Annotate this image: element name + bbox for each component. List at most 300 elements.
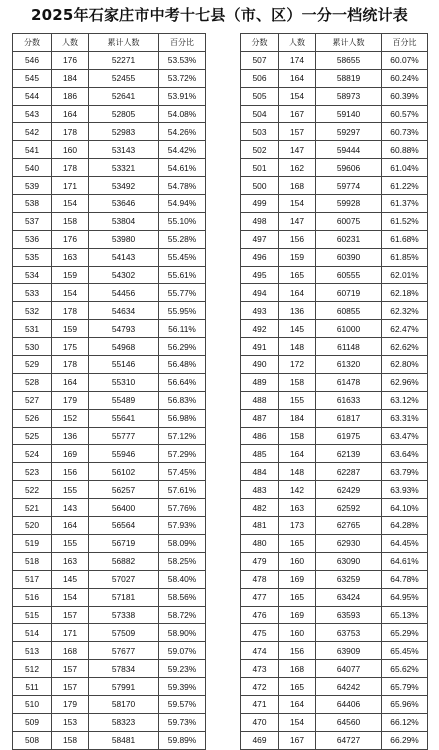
cell-score: 483 <box>241 481 279 499</box>
cell-score: 495 <box>241 266 279 284</box>
cell-score: 496 <box>241 248 279 266</box>
cell-percent: 58.09% <box>159 534 206 552</box>
cell-cumulative: 52271 <box>89 51 159 69</box>
cell-score: 532 <box>13 302 52 320</box>
cell-cumulative: 64077 <box>316 660 382 678</box>
cell-cumulative: 57027 <box>89 570 159 588</box>
cell-score: 474 <box>241 642 279 660</box>
cell-score: 517 <box>13 570 52 588</box>
cell-score: 543 <box>13 105 52 123</box>
cell-count: 164 <box>52 517 89 535</box>
cell-percent: 58.90% <box>159 624 206 642</box>
cell-score: 488 <box>241 391 279 409</box>
cell-score: 507 <box>241 51 279 69</box>
table-row <box>241 105 428 123</box>
table-row <box>13 51 206 69</box>
table-row <box>13 463 206 481</box>
cell-count: 168 <box>279 660 316 678</box>
table-row <box>241 159 428 177</box>
cell-count: 156 <box>279 230 316 248</box>
cell-score: 478 <box>241 570 279 588</box>
cell-cumulative: 55310 <box>89 373 159 391</box>
cell-score: 513 <box>13 642 52 660</box>
cell-count: 184 <box>52 69 89 87</box>
table-row <box>13 87 206 105</box>
table-row <box>13 606 206 624</box>
table-row <box>241 320 428 338</box>
table-row <box>241 552 428 570</box>
table-header-row <box>241 34 428 52</box>
cell-percent: 56.29% <box>159 338 206 356</box>
cell-percent: 55.45% <box>159 248 206 266</box>
cell-count: 154 <box>279 87 316 105</box>
cell-percent: 63.79% <box>382 463 428 481</box>
cell-score: 491 <box>241 338 279 356</box>
cell-count: 142 <box>279 481 316 499</box>
cell-cumulative: 57509 <box>89 624 159 642</box>
table-row <box>13 230 206 248</box>
cell-percent: 59.23% <box>159 660 206 678</box>
cell-score: 492 <box>241 320 279 338</box>
cell-count: 163 <box>52 248 89 266</box>
cell-percent: 64.95% <box>382 588 428 606</box>
cell-count: 178 <box>52 356 89 374</box>
cell-count: 169 <box>52 445 89 463</box>
cell-cumulative: 55946 <box>89 445 159 463</box>
cell-cumulative: 59140 <box>316 105 382 123</box>
table-row <box>13 159 206 177</box>
cell-score: 523 <box>13 463 52 481</box>
table-row <box>241 481 428 499</box>
table-header-row <box>13 34 206 52</box>
cell-count: 179 <box>52 695 89 713</box>
cell-score: 489 <box>241 373 279 391</box>
cell-count: 164 <box>52 373 89 391</box>
score-table-right <box>240 33 428 750</box>
cell-percent: 63.12% <box>382 391 428 409</box>
cell-count: 186 <box>52 87 89 105</box>
cell-count: 164 <box>52 105 89 123</box>
cell-cumulative: 60390 <box>316 248 382 266</box>
cell-cumulative: 63259 <box>316 570 382 588</box>
cell-count: 154 <box>52 195 89 213</box>
cell-percent: 61.85% <box>382 248 428 266</box>
cell-percent: 56.98% <box>159 409 206 427</box>
cell-score: 476 <box>241 606 279 624</box>
cell-count: 154 <box>52 284 89 302</box>
table-row <box>241 87 428 105</box>
cell-score: 470 <box>241 713 279 731</box>
cell-score: 484 <box>241 463 279 481</box>
cell-score: 511 <box>13 678 52 696</box>
cell-percent: 57.12% <box>159 427 206 445</box>
cell-percent: 62.32% <box>382 302 428 320</box>
cell-count: 165 <box>279 588 316 606</box>
header-score: 分数 <box>13 34 52 52</box>
cell-percent: 61.04% <box>382 159 428 177</box>
cell-cumulative: 61000 <box>316 320 382 338</box>
cell-cumulative: 59606 <box>316 159 382 177</box>
cell-percent: 59.73% <box>159 713 206 731</box>
table-row <box>241 624 428 642</box>
cell-score: 519 <box>13 534 52 552</box>
cell-percent: 65.96% <box>382 695 428 713</box>
cell-cumulative: 53646 <box>89 195 159 213</box>
cell-percent: 58.25% <box>159 552 206 570</box>
cell-count: 173 <box>279 517 316 535</box>
cell-score: 528 <box>13 373 52 391</box>
cell-score: 469 <box>241 731 279 749</box>
cell-percent: 57.61% <box>159 481 206 499</box>
cell-score: 537 <box>13 212 52 230</box>
table-row <box>241 499 428 517</box>
cell-count: 163 <box>279 499 316 517</box>
cell-percent: 57.45% <box>159 463 206 481</box>
cell-count: 163 <box>52 552 89 570</box>
cell-count: 168 <box>279 177 316 195</box>
cell-cumulative: 63090 <box>316 552 382 570</box>
table-row <box>241 409 428 427</box>
table-row <box>241 69 428 87</box>
cell-cumulative: 58170 <box>89 695 159 713</box>
cell-cumulative: 58481 <box>89 731 159 749</box>
cell-count: 148 <box>279 463 316 481</box>
table-row <box>241 445 428 463</box>
cell-percent: 59.57% <box>159 695 206 713</box>
cell-count: 164 <box>279 284 316 302</box>
cell-count: 158 <box>279 427 316 445</box>
table-row <box>13 195 206 213</box>
cell-percent: 58.72% <box>159 606 206 624</box>
cell-percent: 59.39% <box>159 678 206 696</box>
cell-cumulative: 52983 <box>89 123 159 141</box>
cell-score: 514 <box>13 624 52 642</box>
cell-cumulative: 56400 <box>89 499 159 517</box>
cell-cumulative: 55146 <box>89 356 159 374</box>
table-row <box>13 141 206 159</box>
cell-count: 184 <box>279 409 316 427</box>
cell-cumulative: 60075 <box>316 212 382 230</box>
table-row <box>13 177 206 195</box>
page-title: 2025年石家庄市中考十七县（市、区）一分一档统计表 <box>31 6 408 24</box>
table-row <box>241 731 428 749</box>
cell-score: 487 <box>241 409 279 427</box>
cell-cumulative: 55777 <box>89 427 159 445</box>
cell-score: 493 <box>241 302 279 320</box>
cell-percent: 65.62% <box>382 660 428 678</box>
cell-count: 136 <box>279 302 316 320</box>
cell-cumulative: 59444 <box>316 141 382 159</box>
cell-percent: 55.28% <box>159 230 206 248</box>
cell-percent: 62.01% <box>382 266 428 284</box>
cell-count: 157 <box>52 678 89 696</box>
cell-percent: 65.79% <box>382 678 428 696</box>
cell-percent: 54.08% <box>159 105 206 123</box>
table-row <box>13 391 206 409</box>
cell-cumulative: 54143 <box>89 248 159 266</box>
cell-count: 164 <box>279 695 316 713</box>
cell-score: 481 <box>241 517 279 535</box>
cell-cumulative: 63909 <box>316 642 382 660</box>
cell-percent: 54.42% <box>159 141 206 159</box>
cell-count: 155 <box>52 481 89 499</box>
cell-percent: 56.11% <box>159 320 206 338</box>
cell-score: 531 <box>13 320 52 338</box>
cell-score: 486 <box>241 427 279 445</box>
cell-percent: 56.64% <box>159 373 206 391</box>
cell-count: 172 <box>279 356 316 374</box>
cell-count: 154 <box>52 588 89 606</box>
header-count: 人数 <box>52 34 89 52</box>
cell-count: 148 <box>279 338 316 356</box>
cell-cumulative: 57991 <box>89 678 159 696</box>
cell-cumulative: 61817 <box>316 409 382 427</box>
cell-count: 167 <box>279 105 316 123</box>
header-score: 分数 <box>241 34 279 52</box>
table-row <box>241 606 428 624</box>
cell-cumulative: 56102 <box>89 463 159 481</box>
table-row <box>13 105 206 123</box>
cell-score: 510 <box>13 695 52 713</box>
table-row <box>241 427 428 445</box>
cell-cumulative: 52641 <box>89 87 159 105</box>
table-row <box>13 409 206 427</box>
cell-percent: 61.68% <box>382 230 428 248</box>
table-row <box>241 642 428 660</box>
cell-count: 158 <box>52 212 89 230</box>
cell-cumulative: 63593 <box>316 606 382 624</box>
cell-cumulative: 62592 <box>316 499 382 517</box>
cell-score: 522 <box>13 481 52 499</box>
cell-score: 536 <box>13 230 52 248</box>
table-row <box>241 123 428 141</box>
cell-score: 542 <box>13 123 52 141</box>
cell-count: 159 <box>52 320 89 338</box>
cell-cumulative: 64242 <box>316 678 382 696</box>
cell-percent: 64.61% <box>382 552 428 570</box>
cell-cumulative: 61320 <box>316 356 382 374</box>
cell-cumulative: 63753 <box>316 624 382 642</box>
cell-score: 544 <box>13 87 52 105</box>
cell-percent: 62.18% <box>382 284 428 302</box>
table-row <box>241 51 428 69</box>
cell-score: 500 <box>241 177 279 195</box>
cell-cumulative: 60231 <box>316 230 382 248</box>
cell-count: 164 <box>279 445 316 463</box>
cell-count: 165 <box>279 678 316 696</box>
cell-percent: 65.13% <box>382 606 428 624</box>
cell-score: 529 <box>13 356 52 374</box>
cell-percent: 62.62% <box>382 338 428 356</box>
cell-cumulative: 58323 <box>89 713 159 731</box>
cell-count: 136 <box>52 427 89 445</box>
cell-cumulative: 63424 <box>316 588 382 606</box>
cell-percent: 62.96% <box>382 373 428 391</box>
cell-count: 155 <box>279 391 316 409</box>
cell-cumulative: 53980 <box>89 230 159 248</box>
cell-count: 154 <box>279 713 316 731</box>
table-row <box>13 624 206 642</box>
header-cumulative: 累计人数 <box>89 34 159 52</box>
cell-count: 147 <box>279 212 316 230</box>
cell-cumulative: 53804 <box>89 212 159 230</box>
table-row <box>13 713 206 731</box>
score-table-left <box>12 33 206 750</box>
cell-count: 145 <box>52 570 89 588</box>
table-row <box>241 177 428 195</box>
table-row <box>13 695 206 713</box>
table-row <box>241 338 428 356</box>
cell-count: 152 <box>52 409 89 427</box>
cell-cumulative: 61148 <box>316 338 382 356</box>
cell-score: 501 <box>241 159 279 177</box>
header-count: 人数 <box>279 34 316 52</box>
cell-cumulative: 56719 <box>89 534 159 552</box>
cell-percent: 60.07% <box>382 51 428 69</box>
cell-cumulative: 62765 <box>316 517 382 535</box>
table-row <box>241 463 428 481</box>
cell-count: 167 <box>279 731 316 749</box>
cell-score: 477 <box>241 588 279 606</box>
cell-cumulative: 56564 <box>89 517 159 535</box>
table-body-left <box>13 51 206 749</box>
cell-score: 472 <box>241 678 279 696</box>
cell-score: 533 <box>13 284 52 302</box>
cell-percent: 62.80% <box>382 356 428 374</box>
cell-percent: 59.07% <box>159 642 206 660</box>
cell-percent: 65.29% <box>382 624 428 642</box>
table-row <box>13 212 206 230</box>
cell-cumulative: 59928 <box>316 195 382 213</box>
cell-count: 158 <box>52 731 89 749</box>
cell-percent: 57.76% <box>159 499 206 517</box>
cell-percent: 54.61% <box>159 159 206 177</box>
cell-percent: 54.94% <box>159 195 206 213</box>
cell-percent: 64.10% <box>382 499 428 517</box>
cell-count: 156 <box>279 642 316 660</box>
cell-cumulative: 54302 <box>89 266 159 284</box>
cell-percent: 53.91% <box>159 87 206 105</box>
table-row <box>241 660 428 678</box>
table-row <box>13 678 206 696</box>
cell-cumulative: 58973 <box>316 87 382 105</box>
cell-percent: 57.93% <box>159 517 206 535</box>
table-row <box>241 302 428 320</box>
cell-cumulative: 61478 <box>316 373 382 391</box>
cell-cumulative: 64406 <box>316 695 382 713</box>
cell-percent: 66.12% <box>382 713 428 731</box>
cell-cumulative: 57834 <box>89 660 159 678</box>
cell-score: 485 <box>241 445 279 463</box>
cell-cumulative: 62139 <box>316 445 382 463</box>
table-row <box>241 248 428 266</box>
cell-score: 479 <box>241 552 279 570</box>
table-row <box>13 248 206 266</box>
table-row <box>241 141 428 159</box>
cell-cumulative: 54634 <box>89 302 159 320</box>
cell-score: 534 <box>13 266 52 284</box>
cell-count: 157 <box>52 660 89 678</box>
cell-cumulative: 57677 <box>89 642 159 660</box>
cell-count: 178 <box>52 123 89 141</box>
table-row <box>13 731 206 749</box>
cell-count: 164 <box>279 69 316 87</box>
cell-percent: 64.28% <box>382 517 428 535</box>
cell-percent: 63.47% <box>382 427 428 445</box>
cell-count: 169 <box>279 570 316 588</box>
cell-cumulative: 59297 <box>316 123 382 141</box>
cell-percent: 60.24% <box>382 69 428 87</box>
table-row <box>13 266 206 284</box>
cell-cumulative: 55641 <box>89 409 159 427</box>
cell-cumulative: 54793 <box>89 320 159 338</box>
cell-score: 482 <box>241 499 279 517</box>
cell-score: 520 <box>13 517 52 535</box>
table-row <box>13 302 206 320</box>
cell-percent: 58.40% <box>159 570 206 588</box>
cell-cumulative: 52805 <box>89 105 159 123</box>
cell-percent: 61.22% <box>382 177 428 195</box>
cell-percent: 61.37% <box>382 195 428 213</box>
cell-percent: 64.45% <box>382 534 428 552</box>
cell-percent: 60.88% <box>382 141 428 159</box>
cell-percent: 55.77% <box>159 284 206 302</box>
cell-count: 165 <box>279 534 316 552</box>
cell-percent: 60.39% <box>382 87 428 105</box>
table-row <box>241 517 428 535</box>
cell-score: 535 <box>13 248 52 266</box>
table-row <box>13 534 206 552</box>
cell-percent: 64.78% <box>382 570 428 588</box>
cell-percent: 63.64% <box>382 445 428 463</box>
cell-percent: 55.61% <box>159 266 206 284</box>
cell-count: 178 <box>52 302 89 320</box>
cell-percent: 62.47% <box>382 320 428 338</box>
table-row <box>13 499 206 517</box>
table-row <box>13 373 206 391</box>
table-row <box>241 534 428 552</box>
cell-percent: 65.45% <box>382 642 428 660</box>
cell-count: 155 <box>52 534 89 552</box>
table-row <box>13 123 206 141</box>
table-row <box>13 320 206 338</box>
cell-cumulative: 54968 <box>89 338 159 356</box>
cell-count: 153 <box>52 713 89 731</box>
cell-score: 490 <box>241 356 279 374</box>
table-row <box>13 338 206 356</box>
cell-count: 159 <box>279 248 316 266</box>
cell-count: 171 <box>52 177 89 195</box>
cell-percent: 54.78% <box>159 177 206 195</box>
cell-cumulative: 57181 <box>89 588 159 606</box>
cell-score: 506 <box>241 69 279 87</box>
cell-score: 473 <box>241 660 279 678</box>
cell-count: 176 <box>52 230 89 248</box>
cell-count: 171 <box>52 624 89 642</box>
cell-count: 174 <box>279 51 316 69</box>
cell-count: 165 <box>279 266 316 284</box>
table-row <box>13 445 206 463</box>
cell-count: 162 <box>279 159 316 177</box>
cell-count: 176 <box>52 51 89 69</box>
cell-cumulative: 52455 <box>89 69 159 87</box>
cell-count: 159 <box>52 266 89 284</box>
header-cumulative: 累计人数 <box>316 34 382 52</box>
cell-score: 480 <box>241 534 279 552</box>
cell-count: 178 <box>52 159 89 177</box>
cell-cumulative: 60555 <box>316 266 382 284</box>
cell-score: 516 <box>13 588 52 606</box>
